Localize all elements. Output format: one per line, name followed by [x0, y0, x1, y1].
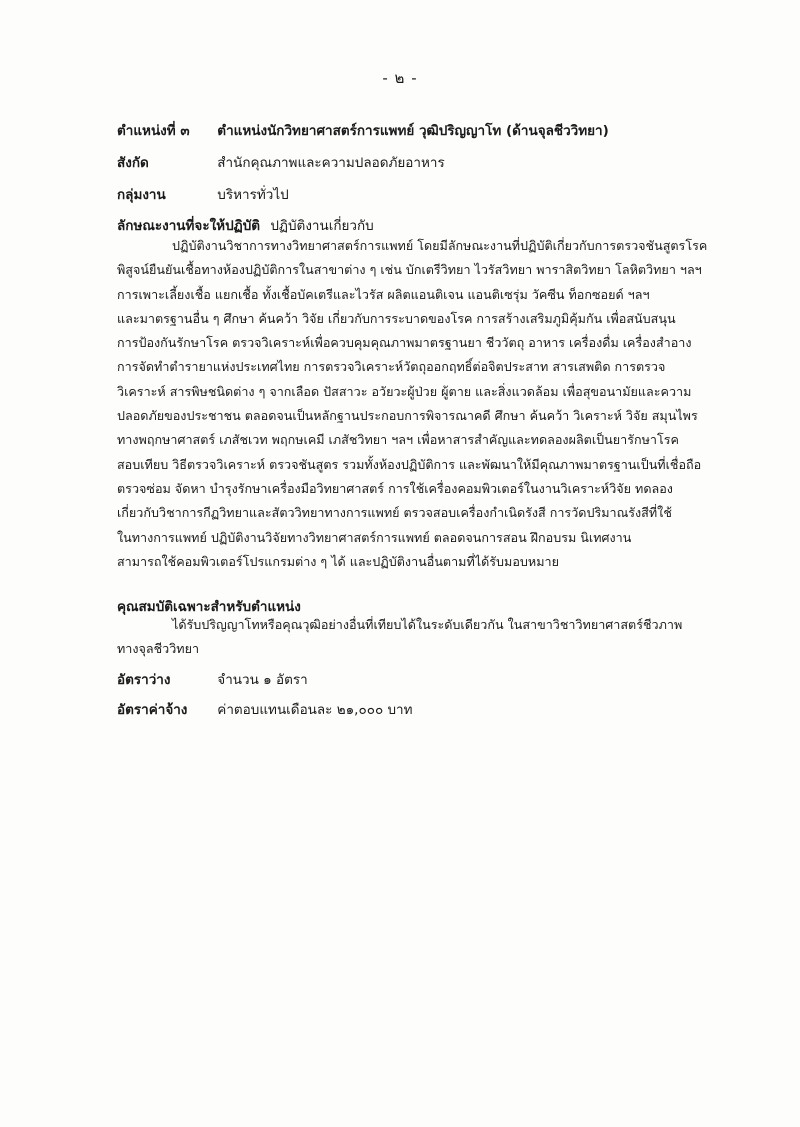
duties-line: การเพาะเลี้ยงเชื้อ แยกเชื้อ ทั้งเชื้อบัคเตรีและไวรัส ผลิตแอนติเจน แอนติเซรุ่ม วัคซีน ท็อกซอยด์ ฯลฯ	[117, 286, 650, 302]
work-group-row	[117, 183, 289, 205]
position-row	[117, 119, 609, 141]
duties-line: เกี่ยวกับวิชาการกีฏวิทยาและสัตววิทยาทางการแพทย์ ตรวจสอบเครื่องกำเนิดรังสี การวัดปริมาณรังสีที่ใช้	[117, 505, 672, 521]
qualifications-line: ได้รับปริญญาโทหรือคุณวุฒิอย่างอื่นที่เทียบได้ในระดับเดียวกัน ในสาขาวิชาวิทยาศาสตร์ชีวภาพ	[172, 617, 683, 632]
duties-paragraph	[117, 234, 707, 574]
salary-value: ค่าตอบแทนเดือนละ ๒๑,๐๐๐ บาท	[217, 702, 413, 718]
duties-line: สามารถใช้คอมพิวเตอร์โปรแกรมต่าง ๆ ได้ และปฏิบัติงานอื่นตามที่ได้รับมอบหมาย	[117, 553, 559, 569]
duties-line: ปฏิบัติงานวิชาการทางวิทยาศาสตร์การแพทย์ โดยมีลักษณะงานที่ปฏิบัติเกี่ยวกับการตรวจชันสูตรโรค	[172, 238, 707, 253]
duties-line: การจัดทำตำรายาแห่งประเทศไทย การตรวจวิเคราะห์วัตถุออกฤทธิ์ต่อจิตประสาท สารเสพติด การตรวจ	[117, 359, 666, 375]
duties-line: พิสูจน์ยืนยันเชื้อทางห้องปฏิบัติการในสาขาต่าง ๆ เช่น บักเตรีวิทยา ไวรัสวิทยา พาราสิตวิทยา โลหิตวิทยา ฯลฯ	[117, 262, 702, 278]
affiliation-value: สำนักคุณภาพและความปลอดภัยอาหาร	[217, 155, 445, 171]
duties-line: ในทางการแพทย์ ปฏิบัติงานวิจัยทางวิทยาศาสตร์การแพทย์ ตลอดจนการสอน ฝึกอบรม นิเทศงาน	[117, 529, 632, 545]
duties-line: ตรวจซ่อม จัดหา บำรุงรักษาเครื่องมือวิทยาศาสตร์ การใช้เครื่องคอมพิวเตอร์ในงานวิเคราะห์วิจัย ทดลอง	[117, 480, 673, 496]
duties-line: ปลอดภัยของประชาชน ตลอดจนเป็นหลักฐานประกอบการพิจารณาคดี ศึกษา ค้นคว้า วิเคราะห์ วิจัย สมุนไพร	[117, 408, 698, 424]
vacancy-row	[117, 668, 308, 690]
qualifications-label: คุณสมบัติเฉพาะสำหรับตำแหน่ง	[117, 599, 301, 615]
position-label: ตำแหน่งที่ ๓	[117, 123, 190, 139]
qualifications-line: ทางจุลชีววิทยา	[117, 641, 200, 657]
vacancy-value: จำนวน ๑ อัตรา	[217, 672, 308, 688]
duties-line: วิเคราะห์ สารพิษชนิดต่าง ๆ จากเลือด ปัสสาวะ อวัยวะผู้ป่วย ผู้ตาย และสิ่งแวดล้อม เพื่อสุขอนามัยและความ	[117, 383, 692, 399]
vacancy-label: อัตราว่าง	[117, 672, 171, 688]
qualifications-paragraph	[117, 613, 707, 662]
duties-value: ปฏิบัติงานเกี่ยวกับ	[270, 218, 374, 234]
affiliation-row	[117, 151, 445, 173]
duties-line: การป้องกันรักษาโรค ตรวจวิเคราะห์เพื่อควบคุมคุณภาพมาตรฐานยา ชีววัตถุ อาหาร เครื่องดื่ม เครื่องสำอาง	[117, 335, 692, 351]
duties-line: ทางพฤกษาศาสตร์ เภสัชเวท พฤกษเคมี เภสัชวิทยา ฯลฯ เพื่อหาสารสำคัญและทดลองผลิตเป็นยารักษาโรค	[117, 432, 679, 448]
salary-row	[117, 698, 413, 720]
position-value: ตำแหน่งนักวิทยาศาสตร์การแพทย์ วุฒิปริญญาโท (ด้านจุลชีววิทยา)	[217, 123, 609, 139]
duties-line: สอบเทียบ วิธีตรวจวิเคราะห์ ตรวจชันสูตร รวมทั้งห้องปฏิบัติการ และพัฒนาให้มีคุณภาพมาตรฐานเป็นที่เชื่อถือ	[117, 456, 702, 472]
page-number: - ๒ -	[382, 69, 418, 87]
duties-heading-row	[117, 214, 374, 236]
salary-label: อัตราค่าจ้าง	[117, 702, 188, 718]
work-group-value: บริหารทั่วไป	[217, 187, 289, 203]
work-group-label: กลุ่มงาน	[117, 187, 166, 203]
duties-line: และมาตรฐานอื่น ๆ ศึกษา ค้นคว้า วิจัย เกี่ยวกับการระบาดของโรค การสร้างเสริมภูมิคุ้มกัน เพื่อสนับสนุน	[117, 310, 676, 326]
affiliation-label: สังกัด	[117, 155, 149, 171]
duties-label: ลักษณะงานที่จะให้ปฏิบัติ	[117, 218, 261, 234]
